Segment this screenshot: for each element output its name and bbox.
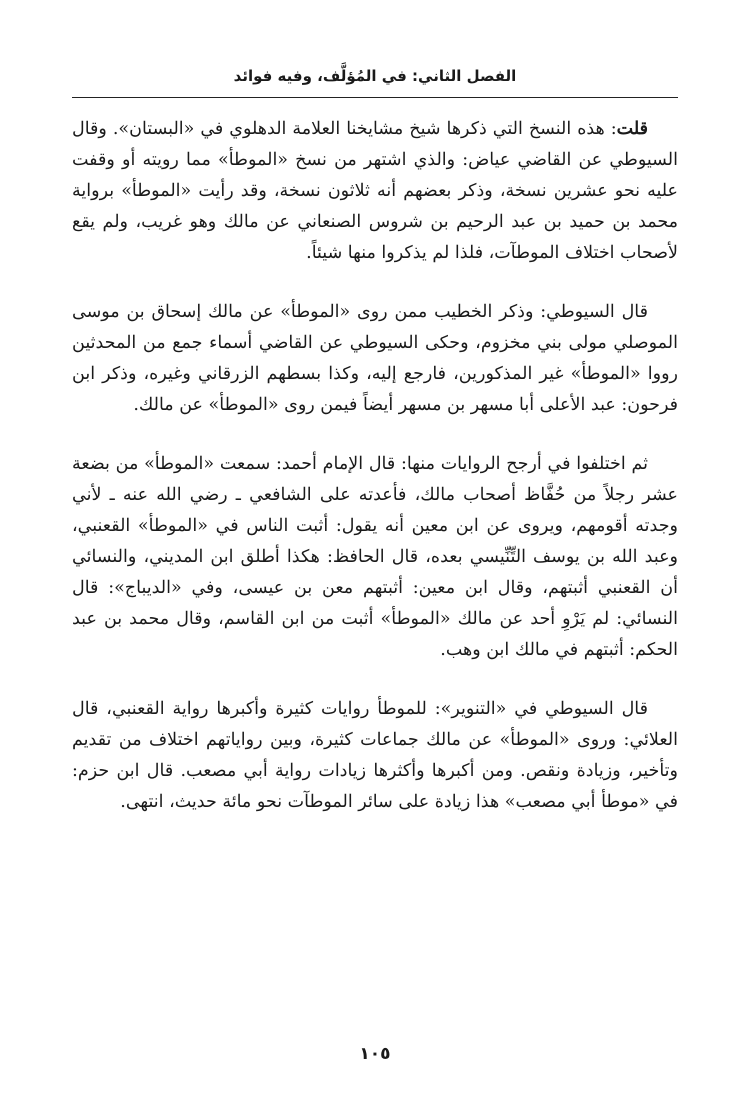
running-header: الفصل الثاني: في المُؤلَّف، وفيه فوائد	[233, 67, 517, 85]
paragraph-text: قال السيوطي: وذكر الخطيب ممن روى «الموطأ» عن مالك إسحاق بن موسى الموصلي مولى بني مخزوم، وحكى السيوطي عن القاضي أسماء جمع من المحدثين رووا «الموطأ» غير المذكورين، فارجع إليه، وكذا بسطهم الزرقاني وغيره، وذكر ابن فرحون: عبد الأعلى أبا مسهر بن مسهر أيضاً فيمن روى «الموطأ» عن مالك.	[72, 302, 678, 415]
page-number: ١٠٥	[359, 1044, 391, 1064]
paragraph-text: ثم اختلفوا في أرجح الروايات منها: قال الإمام أحمد: سمعت «الموطأ» من بضعة عشر رجلاً من حُفَّاظ أصحاب مالك، فأعدته على الشافعي ـ رضي الله عنه ـ لأني وجدته أقومهم، ويروى عن ابن معين أنه يقول: أثبت الناس في «الموطأ» القعنبي، وعبد الله بن يوسف التِّنِّيسي بعده، قال الحافظ: هكذا أطلق ابن المديني، والنسائي أن القعنبي أثبتهم، وقال ابن معين: أثبتهم معن بن عيسى، وفي «الديباج»: قال النسائي: لم يَرْوِ أحد عن مالك «الموطأ» أثبت من ابن القاسم، وقال محمد بن عبد الحكم: أثبتهم في مالك ابن وهب.	[72, 454, 678, 660]
paragraph-3	[72, 449, 678, 666]
paragraph-text: قال السيوطي في «التنوير»: للموطأ روايات كثيرة وأكبرها رواية القعنبي، قال العلائي: وروى «الموطأ» عن مالك جماعات كثيرة، وبين رواياتهم اختلاف من تقديم وتأخير، وزيادة ونقص. ومن أكبرها وأكثرها زيادات رواية أبي مصعب. قال ابن حزم: في «موطأ أبي مصعب» هذا زيادة على سائر الموطآت نحو مائة حديث، انتهى.	[72, 699, 678, 812]
book-page	[72, 0, 678, 1097]
paragraph-1	[72, 114, 678, 269]
paragraph-lead-word: قلت	[616, 119, 648, 139]
paragraph-2	[72, 297, 678, 421]
paragraph-text: : هذه النسخ التي ذكرها شيخ مشايخنا العلامة الدهلوي في «البستان». وقال السيوطي عن القاضي عياض: والذي اشتهر من نسخ «الموطأ» مما رويته أو وقفت عليه نحو عشرين نسخة، وذكر بعضهم أنه ثلاثون نسخة، وقد رأيت «الموطأ» برواية محمد بن حميد بن عبد الرحيم بن شروس الصنعاني عن مالك وهو غريب، ولم يقع لأصحاب اختلاف الموطآت، فلذا لم يذكروا منها شيئاً.	[72, 119, 678, 263]
paragraph-4	[72, 694, 678, 818]
header-rule	[72, 97, 678, 98]
page-content	[72, 114, 678, 818]
